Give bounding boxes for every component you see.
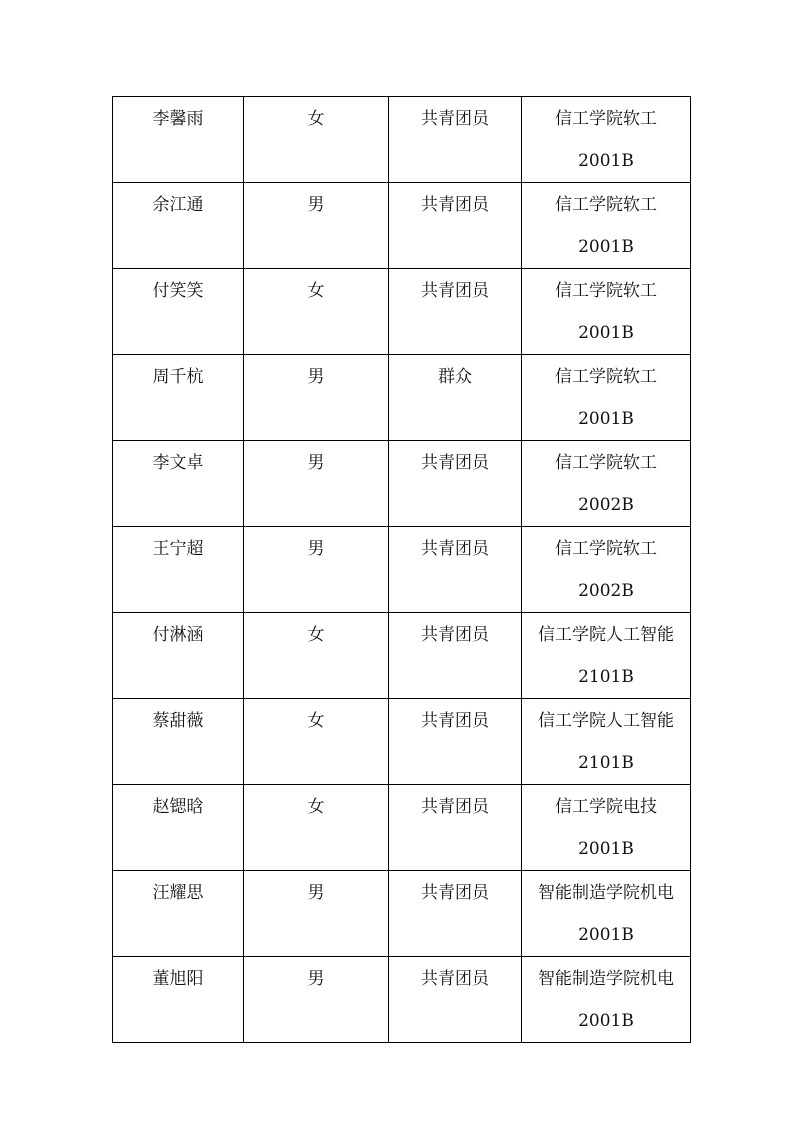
class-cell: 信工学院软工 2001B	[522, 355, 691, 441]
gender-cell: 男	[244, 957, 389, 1043]
class-cell: 信工学院软工 2002B	[522, 441, 691, 527]
class-cell: 信工学院软工 2001B	[522, 97, 691, 183]
table-row	[113, 269, 691, 355]
name-cell: 付笑笑	[113, 269, 244, 355]
name-cell: 赵锶晗	[113, 785, 244, 871]
class-cell: 信工学院软工 2001B	[522, 269, 691, 355]
class-cell: 智能制造学院机电 2001B	[522, 957, 691, 1043]
name-cell: 蔡甜薇	[113, 699, 244, 785]
table-row	[113, 355, 691, 441]
name-cell: 周千杭	[113, 355, 244, 441]
gender-cell: 女	[244, 785, 389, 871]
gender-cell: 男	[244, 183, 389, 269]
class-cell: 信工学院电技 2001B	[522, 785, 691, 871]
name-cell: 李馨雨	[113, 97, 244, 183]
political-status-cell: 共青团员	[389, 441, 522, 527]
political-status-cell: 群众	[389, 355, 522, 441]
table-row	[113, 441, 691, 527]
gender-cell: 女	[244, 699, 389, 785]
gender-cell: 女	[244, 269, 389, 355]
political-status-cell: 共青团员	[389, 97, 522, 183]
gender-cell: 男	[244, 871, 389, 957]
gender-cell: 女	[244, 613, 389, 699]
name-cell: 汪耀思	[113, 871, 244, 957]
political-status-cell: 共青团员	[389, 613, 522, 699]
political-status-cell: 共青团员	[389, 269, 522, 355]
table-row	[113, 871, 691, 957]
table-row	[113, 957, 691, 1043]
gender-cell: 男	[244, 527, 389, 613]
name-cell: 李文卓	[113, 441, 244, 527]
table-row	[113, 699, 691, 785]
political-status-cell: 共青团员	[389, 957, 522, 1043]
class-cell: 信工学院软工 2002B	[522, 527, 691, 613]
member-table	[112, 96, 691, 1043]
class-cell: 信工学院人工智能 2101B	[522, 699, 691, 785]
political-status-cell: 共青团员	[389, 785, 522, 871]
gender-cell: 男	[244, 355, 389, 441]
table-row	[113, 785, 691, 871]
gender-cell: 男	[244, 441, 389, 527]
name-cell: 付淋涵	[113, 613, 244, 699]
political-status-cell: 共青团员	[389, 699, 522, 785]
class-cell: 智能制造学院机电 2001B	[522, 871, 691, 957]
name-cell: 王宁超	[113, 527, 244, 613]
political-status-cell: 共青团员	[389, 527, 522, 613]
political-status-cell: 共青团员	[389, 183, 522, 269]
table-row	[113, 97, 691, 183]
name-cell: 董旭阳	[113, 957, 244, 1043]
political-status-cell: 共青团员	[389, 871, 522, 957]
table-row	[113, 613, 691, 699]
gender-cell: 女	[244, 97, 389, 183]
class-cell: 信工学院人工智能 2101B	[522, 613, 691, 699]
table-row	[113, 527, 691, 613]
class-cell: 信工学院软工 2001B	[522, 183, 691, 269]
name-cell: 余江通	[113, 183, 244, 269]
table-row	[113, 183, 691, 269]
